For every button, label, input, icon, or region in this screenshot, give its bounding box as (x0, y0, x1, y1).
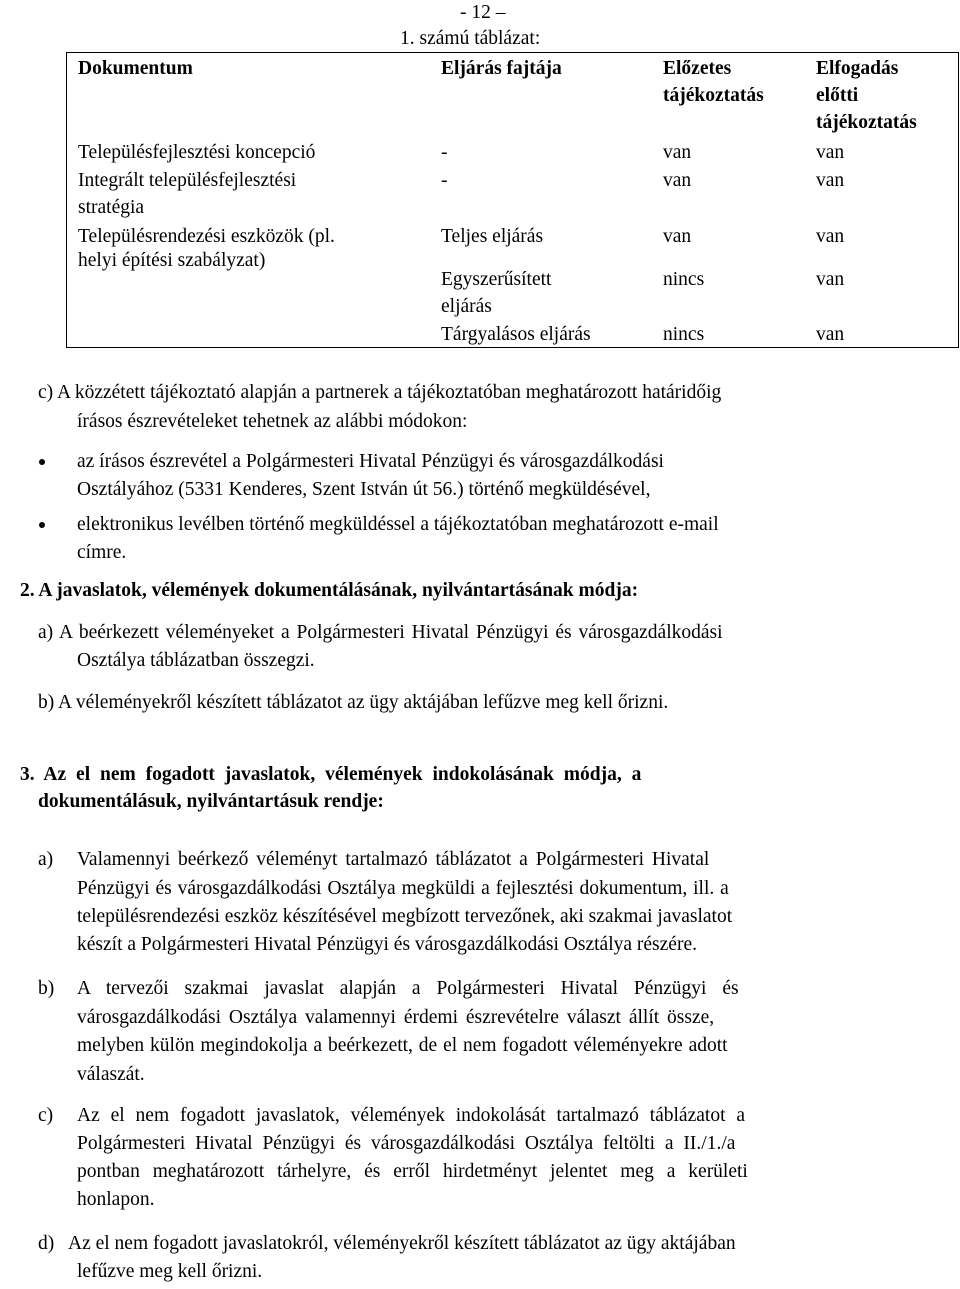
row3b-procedure-2: eljárás (441, 296, 492, 317)
section-c-line2: írásos észrevételeket tehetnek az alábbi módokon: (77, 411, 468, 432)
table-caption: 1. számú táblázat: (400, 28, 541, 49)
row3c-prior: nincs (663, 324, 705, 345)
row3a-approval: van (816, 226, 845, 247)
row2-procedure: - (441, 170, 448, 191)
section-2-a-line2: Osztálya táblázatban összegzi. (77, 650, 315, 671)
section-3-c-label: c) (38, 1105, 54, 1126)
section-3-c-line4: honlapon. (77, 1189, 155, 1210)
document-table (66, 52, 959, 348)
section-3-a-line3: településrendezési eszköz készítésével megbízott tervezőnek, aki szakmai javaslatot (77, 906, 733, 927)
header-prior-1: Előzetes (663, 58, 732, 79)
row1-document: Településfejlesztési koncepció (78, 142, 316, 163)
header-procedure: Eljárás fajtája (441, 58, 562, 79)
bullet-2-line2: címre. (77, 542, 127, 563)
row3-document-2: helyi építési szabályzat) (78, 250, 266, 271)
section-3-b-line4: válaszát. (77, 1064, 145, 1085)
section-3-d-line1: Az el nem fogadott javaslatokról, véleményekről készített táblázatot az ügy aktájában (68, 1233, 736, 1254)
section-3-c-line1: Az el nem fogadott javaslatok, vélemények indokolását tartalmazó táblázatot a (77, 1105, 746, 1126)
row3c-approval: van (816, 324, 845, 345)
header-document: Dokumentum (78, 58, 193, 79)
row2-document-1: Integrált településfejlesztési (78, 170, 297, 191)
section-3-a-label: a) (38, 849, 54, 870)
section-3-heading-1: 3. Az el nem fogadott javaslatok, vélemények indokolásának módja, a (20, 764, 642, 785)
section-3-c-line3: pontban meghatározott tárhelyre, és erről hirdetményt jelentet meg a kerületi (77, 1161, 748, 1182)
header-approval-3: tájékoztatás (816, 112, 917, 133)
header-approval-2: előtti (816, 85, 859, 106)
header-prior-2: tájékoztatás (663, 85, 764, 106)
section-3-heading-2: dokumentálásuk, nyilvántartásuk rendje: (38, 791, 384, 812)
row2-approval: van (816, 170, 845, 191)
page-number: - 12 – (460, 2, 506, 23)
row1-prior: van (663, 142, 692, 163)
row3b-prior: nincs (663, 269, 705, 290)
section-3-b-line3: melyben külön megindokolja a beérkezett, de el nem fogadott véleményekre adott (77, 1035, 728, 1056)
section-3-a-line2: Pénzügyi és városgazdálkodási Osztálya megküldi a fejlesztési dokumentum, ill. a (77, 878, 729, 899)
row3b-procedure-1: Egyszerűsített (441, 269, 552, 290)
bullet-1-line1: az írásos észrevétel a Polgármesteri Hivatal Pénzügyi és városgazdálkodási (77, 451, 664, 472)
section-2-a-line1: a) A beérkezett véleményeket a Polgármesteri Hivatal Pénzügyi és városgazdálkodási (38, 622, 723, 643)
section-c-line1: c) A közzétett tájékoztató alapján a partnerek a tájékoztatóban meghatározott határidőig (38, 382, 722, 403)
row3a-procedure: Teljes eljárás (441, 226, 544, 247)
row3b-approval: van (816, 269, 845, 290)
row2-prior: van (663, 170, 692, 191)
row3c-procedure: Tárgyalásos eljárás (441, 324, 591, 345)
bullet-1-line2: Osztályához (5331 Kenderes, Szent István út 56.) történő megküldésével, (77, 479, 651, 500)
section-3-a-line4: készít a Polgármesteri Hivatal Pénzügyi és városgazdálkodási Osztálya részére. (77, 934, 697, 955)
bullet-icon (39, 459, 45, 465)
section-2-b: b) A véleményekről készített táblázatot az ügy aktájában lefűzve meg kell őrizni. (38, 692, 669, 713)
bullet-2-line1: elektronikus levélben történő megküldéssel a tájékoztatóban meghatározott e-mail (77, 514, 719, 535)
bullet-icon (39, 522, 45, 528)
section-3-d-label: d) (38, 1233, 55, 1254)
header-approval-1: Elfogadás (816, 58, 899, 79)
row2-document-2: stratégia (78, 197, 145, 218)
section-3-c-line2: Polgármesteri Hivatal Pénzügyi és városgazdálkodási Osztálya feltölti a II./1./a (77, 1133, 736, 1154)
section-3-d-line2: lefűzve meg kell őrizni. (77, 1261, 263, 1282)
section-3-b-line1: A tervezői szakmai javaslat alapján a Polgármesteri Hivatal Pénzügyi és (77, 978, 739, 999)
section-3-b-label: b) (38, 978, 55, 999)
row3a-prior: van (663, 226, 692, 247)
section-2-heading: 2. A javaslatok, vélemények dokumentálásának, nyilvántartásának módja: (20, 580, 639, 601)
section-3-b-line2: városgazdálkodási Osztálya valamennyi érdemi észrevételre választ állít össze, (77, 1007, 715, 1028)
row1-procedure: - (441, 142, 448, 163)
row1-approval: van (816, 142, 845, 163)
section-3-a-line1: Valamennyi beérkező véleményt tartalmazó táblázatot a Polgármesteri Hivatal (77, 849, 710, 870)
row3-document-1: Településrendezési eszközök (pl. (78, 226, 335, 247)
